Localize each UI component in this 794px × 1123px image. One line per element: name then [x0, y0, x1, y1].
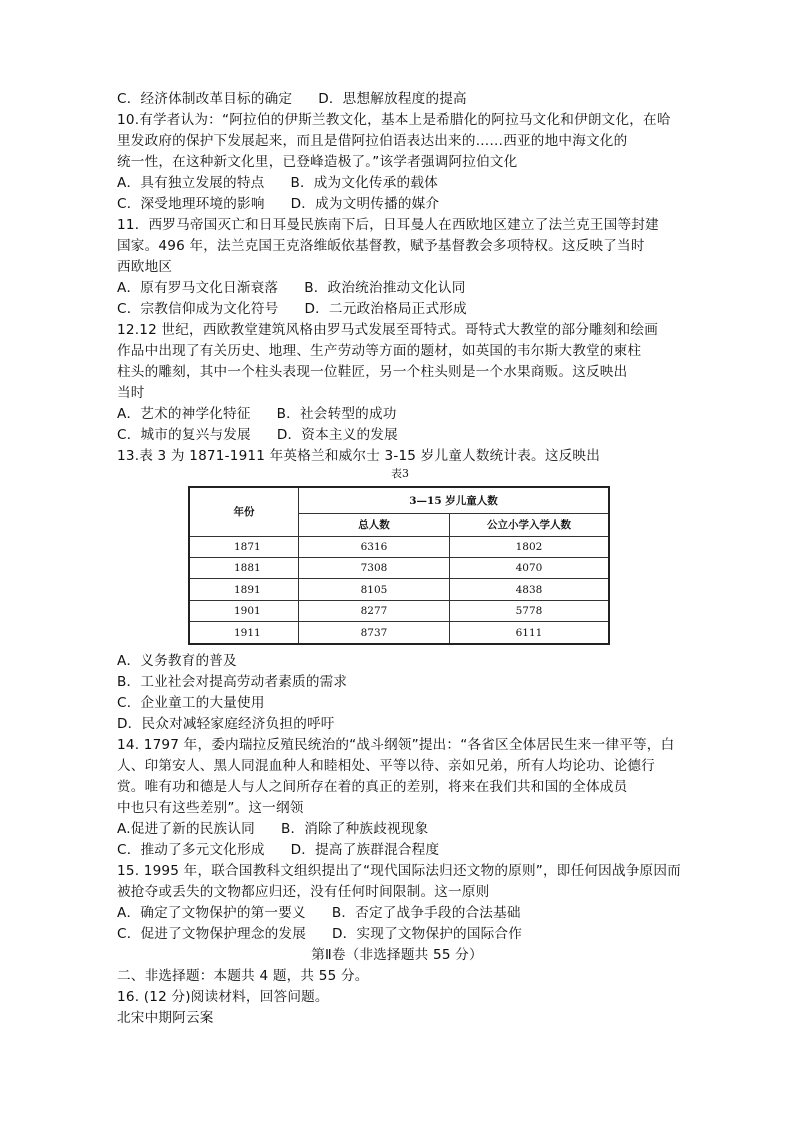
question-12-text: 当时	[117, 385, 145, 401]
option: C．宗教信仰成为文化符号	[117, 301, 279, 317]
q9-options-cd	[117, 89, 467, 110]
cell-total: 6316	[299, 536, 450, 557]
question-13-text: 13.表 3 为 1871-1911 年英格兰和威尔士 3-15 岁儿童人数统计表。这反映出	[117, 448, 600, 464]
question-10-text: 里发政府的保护下发展起来，而且是借阿拉伯语表达出来的……西亚的地中海文化的	[117, 133, 628, 149]
option: B．政治统治推动文化认同	[304, 280, 466, 296]
option: D．提高了族群混合程度	[290, 842, 440, 858]
cell-total: 8105	[299, 579, 450, 600]
option: C．城市的复兴与发展	[117, 427, 251, 443]
option: C．经济体制改革目标的确定	[117, 91, 293, 107]
cell-year: 1891	[189, 579, 299, 600]
q14-options-cd	[117, 840, 439, 861]
table-row	[189, 579, 609, 600]
q14-options-ab	[117, 819, 428, 840]
option: A．具有独立发展的特点	[117, 175, 265, 191]
header-school: 公立小学入学人数	[450, 513, 610, 536]
cell-year: 1901	[189, 600, 299, 621]
option: C．推动了多元文化形成	[117, 842, 265, 858]
section-title: 第Ⅱ卷（非选择题共 55 分）	[311, 947, 483, 963]
q10-options-cd	[117, 194, 439, 215]
option: A．确定了文物保护的第一要义	[117, 905, 306, 921]
question-12-text: 柱头的雕刻，其中一个柱头表现一位鞋匠，另一个柱头则是一个水果商贩。这反映出	[117, 364, 628, 380]
table-row	[189, 557, 609, 578]
option: D．思想解放程度的提高	[318, 91, 467, 107]
q15-options-ab	[117, 903, 521, 924]
q12-options-cd	[117, 425, 398, 446]
table-row	[189, 600, 609, 621]
data-table	[188, 486, 610, 645]
option: B．成为文化传承的载体	[290, 175, 438, 191]
q13-option-d: D．民众对减轻家庭经济负担的呼吁	[117, 716, 335, 732]
cell-total: 8277	[299, 600, 450, 621]
option: B．否定了战争手段的合法基础	[331, 905, 521, 921]
q13-option-c: C．企业童工的大量使用	[117, 695, 265, 711]
table-caption: 表3	[391, 467, 409, 480]
option: A.促进了新的民族认同	[117, 821, 255, 837]
cell-year: 1911	[189, 622, 299, 644]
q13-option-b: B．工业社会对提高劳动者素质的需求	[117, 674, 348, 690]
cell-school: 4838	[450, 579, 610, 600]
question-14-text: 人、印第安人、黑人同混血种人和睦相处、平等以待、亲如兄弟，所有人均论功、论德行	[117, 758, 655, 774]
header-group: 3—15 岁儿童人数	[299, 487, 610, 513]
question-14-text: 中也只有这些差别”。这一纲领	[117, 800, 304, 816]
cell-year: 1871	[189, 536, 299, 557]
question-11-text: 国家。496 年，法兰克国王克洛维皈依基督教，赋予基督教会多项特权。这反映了当时	[117, 238, 645, 254]
cell-year: 1881	[189, 557, 299, 578]
section-instructions: 二、非选择题：本题共 4 题，共 55 分。	[117, 968, 369, 984]
option: B．社会转型的成功	[276, 406, 397, 422]
cell-school: 6111	[450, 622, 610, 644]
option: C．促进了文物保护理念的发展	[117, 926, 307, 942]
option: B．消除了种族歧视现象	[280, 821, 429, 837]
header-total: 总人数	[299, 513, 450, 536]
question-10-text: 10.有学者认为：“阿拉伯的伊斯兰教文化，基本上是希腊化的阿拉马文化和伊朗文化，在哈	[117, 112, 671, 128]
cell-total: 7308	[299, 557, 450, 578]
option: D．成为文明传播的媒介	[290, 196, 440, 212]
question-12-text: 12.12 世纪，西欧教堂建筑风格由罗马式发展至哥特式。哥特式大教堂的部分雕刻和绘画	[117, 322, 659, 338]
question-15-text: 15. 1995 年，联合国教科文组织提出了“现代国际法归还文物的原则”，即任何因战争原因而	[117, 863, 681, 879]
option: A．原有罗马文化日渐衰落	[117, 280, 279, 296]
table-row	[189, 622, 609, 644]
q12-options-ab	[117, 404, 397, 425]
option: C．深受地理环境的影响	[117, 196, 265, 212]
q10-options-ab	[117, 173, 438, 194]
question-11-text: 11．西罗马帝国灭亡和日耳曼民族南下后，日耳曼人在西欧地区建立了法兰克王国等封建	[117, 217, 659, 233]
option: D．实现了文物保护的国际合作	[332, 926, 523, 942]
question-15-text: 被抢夺或丢失的文物都应归还，没有任何时间限制。这一原则	[117, 884, 490, 900]
q13-option-a: A．义务教育的普及	[117, 653, 237, 669]
material-title: 北宋中期阿云案	[117, 1010, 214, 1026]
option: A．艺术的神学化特征	[117, 406, 251, 422]
q11-options-cd	[117, 299, 467, 320]
question-10-text: 统一性，在这种新文化里，已登峰造极了。”该学者强调阿拉伯文化	[117, 154, 518, 170]
question-14-text: 14. 1797 年，委内瑞拉反殖民统治的“战斗纲领”提出：“各省区全体居民生来一律平等，白	[117, 737, 675, 753]
question-12-text: 作品中出现了有关历史、地理、生产劳动等方面的题材，如英国的韦尔斯大教堂的柬柱	[117, 343, 642, 359]
cell-school: 5778	[450, 600, 610, 621]
question-11-text: 西欧地区	[117, 259, 173, 275]
question-14-text: 赏。唯有功和德是人与人之间所存在着的真正的差别，将来在我们共和国的全体成员	[117, 779, 628, 795]
option: D．资本主义的发展	[276, 427, 398, 443]
cell-total: 8737	[299, 622, 450, 644]
q15-options-cd	[117, 924, 522, 945]
question-16-heading: 16. (12 分)阅读材料，回答问题。	[117, 989, 329, 1005]
cell-school: 4070	[450, 557, 610, 578]
q11-options-ab	[117, 278, 466, 299]
table-row	[189, 536, 609, 557]
option: D．二元政治格局正式形成	[304, 301, 467, 317]
cell-school: 1802	[450, 536, 610, 557]
header-year: 年份	[189, 487, 299, 536]
